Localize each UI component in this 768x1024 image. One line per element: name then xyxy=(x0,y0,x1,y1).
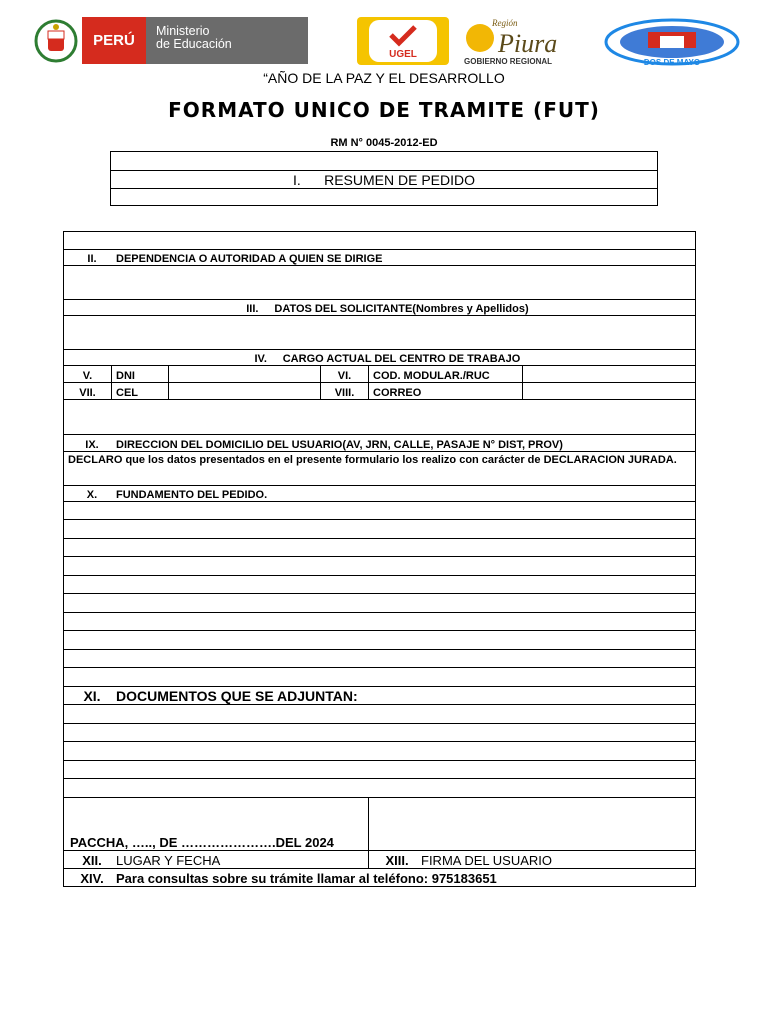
applicant-name-field[interactable] xyxy=(64,316,696,350)
signature-field[interactable] xyxy=(369,798,696,851)
peru-label: PERÚ xyxy=(82,17,146,64)
section-2-heading: II. DEPENDENCIA O AUTORIDAD A QUIEN SE DIRIGE xyxy=(64,250,696,266)
form-title: FORMATO UNICO DE TRAMITE (FUT) xyxy=(168,98,600,122)
summary-field[interactable] xyxy=(111,189,658,206)
section-3-heading: III. DATOS DEL SOLICITANTE(Nombres y Apellidos) xyxy=(64,300,696,316)
blank-row[interactable] xyxy=(64,232,696,250)
documents-line[interactable] xyxy=(64,761,696,779)
main-form-table xyxy=(63,231,696,887)
fundamento-line[interactable] xyxy=(64,539,696,557)
peru-shield-icon xyxy=(30,17,82,64)
summary-table xyxy=(110,151,658,206)
fundamento-line[interactable] xyxy=(64,502,696,520)
svg-text:UGEL: UGEL xyxy=(389,49,417,60)
authority-field[interactable] xyxy=(64,266,696,300)
section-14-contact: XIV. Para consultas sobre su trámite llamar al teléfono: 975183651 xyxy=(64,869,696,887)
svg-text:DOS DE MAYO: DOS DE MAYO xyxy=(643,58,701,67)
cel-field[interactable] xyxy=(169,383,321,400)
address-field[interactable] xyxy=(64,400,696,435)
documents-line[interactable] xyxy=(64,724,696,742)
dni-label: DNI xyxy=(112,366,169,383)
section-7-num: VII. xyxy=(64,383,112,400)
svg-text:Región: Región xyxy=(492,18,518,28)
place-date-text: PACCHA, ….., DE ………………….DEL 2024 xyxy=(70,835,334,850)
fundamento-line[interactable] xyxy=(64,650,696,668)
ugel-logo xyxy=(357,17,449,65)
fundamento-line[interactable] xyxy=(64,631,696,650)
correo-label: CORREO xyxy=(369,383,523,400)
summary-blank-row[interactable] xyxy=(111,152,658,171)
svg-text:GOBIERNO REGIONAL: GOBIERNO REGIONAL xyxy=(464,57,553,66)
cod-modular-label: COD. MODULAR./RUC xyxy=(369,366,523,383)
section-10-heading: X. FUNDAMENTO DEL PEDIDO. xyxy=(64,486,696,502)
section-13-label: XIII. FIRMA DEL USUARIO xyxy=(369,851,696,869)
section-1-heading: I. RESUMEN DE PEDIDO xyxy=(111,171,658,189)
year-slogan: “AÑO DE LA PAZ Y EL DESARROLLO xyxy=(263,70,505,86)
school-logo xyxy=(604,18,740,68)
section-5-num: V. xyxy=(64,366,112,383)
documents-line[interactable] xyxy=(64,779,696,798)
fundamento-line[interactable] xyxy=(64,594,696,613)
dni-field[interactable] xyxy=(169,366,321,383)
section-6-num: VI. xyxy=(321,366,369,383)
section-12-label: XII. LUGAR Y FECHA xyxy=(64,851,369,869)
section-11-heading: XI. DOCUMENTOS QUE SE ADJUNTAN: xyxy=(64,687,696,705)
minedu-logo xyxy=(30,17,308,64)
documents-line[interactable] xyxy=(64,742,696,761)
fundamento-line[interactable] xyxy=(64,576,696,594)
cod-modular-field[interactable] xyxy=(523,366,696,383)
section-4-heading: IV. CARGO ACTUAL DEL CENTRO DE TRABAJO xyxy=(64,350,696,366)
fundamento-line[interactable] xyxy=(64,668,696,687)
svg-text:Piura: Piura xyxy=(498,29,558,58)
section-9-heading: IX. DIRECCION DEL DOMICILIO DEL USUARIO(AV, JRN, CALLE, PASAJE N° DIST, PROV) xyxy=(64,435,696,452)
place-date-cell[interactable] xyxy=(64,798,369,851)
documents-line[interactable] xyxy=(64,705,696,724)
section-8-num: VIII. xyxy=(321,383,369,400)
declaration-text: DECLARO que los datos presentados en el presente formulario los realizo con carácter de DECLARACION JURADA. xyxy=(64,452,696,486)
ministry-label: Ministerio de Educación xyxy=(146,17,308,64)
correo-field[interactable] xyxy=(523,383,696,400)
cel-label: CEL xyxy=(112,383,169,400)
fundamento-line[interactable] xyxy=(64,613,696,631)
fundamento-line[interactable] xyxy=(64,520,696,539)
fundamento-line[interactable] xyxy=(64,557,696,576)
piura-region-logo xyxy=(462,16,600,66)
rm-reference: RM N° 0045-2012-ED xyxy=(330,137,438,149)
